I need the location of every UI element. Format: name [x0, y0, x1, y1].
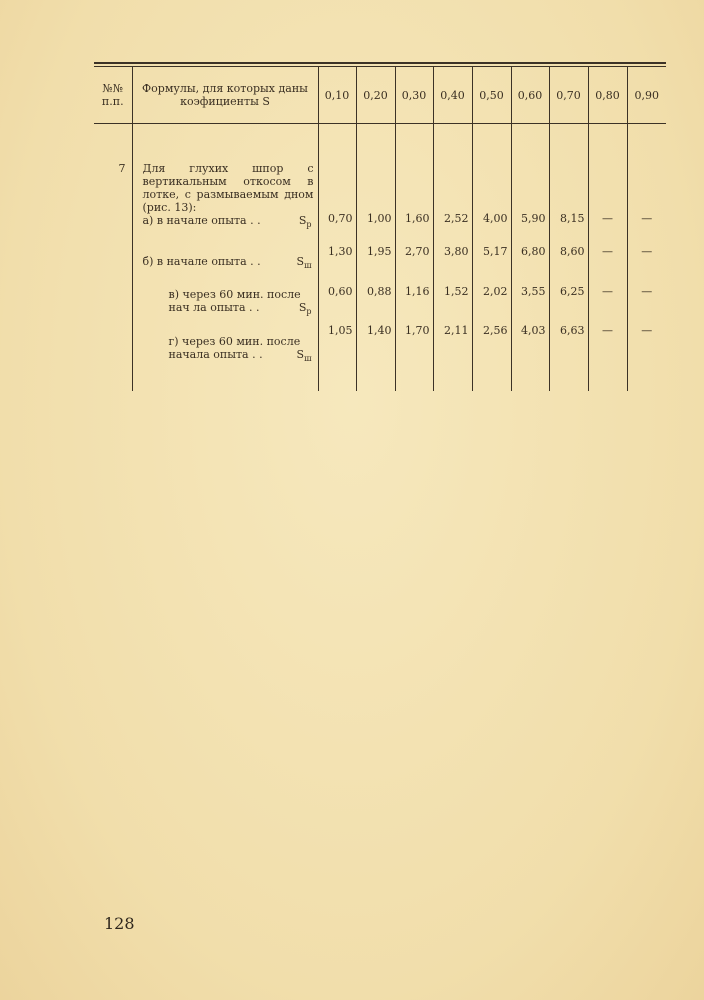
value-column: [549, 124, 588, 391]
table-cell-value: —: [602, 245, 613, 258]
table-cell-value: 2,56: [483, 324, 508, 337]
value-column: [318, 124, 356, 391]
table-cell-value: 0,70: [328, 212, 353, 225]
table-cell-value: —: [641, 285, 653, 298]
table-cell-value: 3,80: [444, 245, 469, 258]
table-cell-value: 5,17: [483, 245, 508, 258]
table-cell-value: 1,95: [367, 245, 392, 258]
value-column: [356, 124, 395, 391]
subrow-label: г) через 60 мин. после начала опыта . . $S_ш$: [168, 334, 312, 363]
header-value: 0,10: [318, 67, 356, 124]
table-cell-value: 5,90: [521, 212, 546, 225]
header-formula: Формулы, для которых даны коэфициенты S: [132, 67, 318, 124]
row-number: 7: [118, 162, 126, 175]
coefficients-table: [94, 62, 666, 391]
table-cell-value: 8,15: [560, 212, 585, 225]
header-value: 0,70: [549, 67, 588, 124]
table-cell-value: 1,30: [328, 245, 353, 258]
table-cell-value: —: [641, 212, 653, 225]
table-cell-value: 1,05: [328, 324, 353, 337]
table-cell-value: 6,80: [521, 245, 546, 258]
value-column: [588, 124, 627, 391]
table-cell-value: 2,70: [405, 245, 430, 258]
header-value: 0,20: [356, 67, 395, 124]
value-column: [511, 124, 549, 391]
table-cell-value: 2,02: [483, 285, 508, 298]
header-value: 0,80: [588, 67, 627, 124]
table-cell-value: —: [641, 324, 653, 337]
table-cell-value: 4,03: [521, 324, 546, 337]
table-cell-value: 1,70: [405, 324, 430, 337]
table-cell-value: 0,88: [367, 285, 392, 298]
table-cell-value: 2,52: [444, 212, 469, 225]
table-cell-value: 1,40: [367, 324, 392, 337]
value-column: [627, 124, 666, 391]
table-cell-value: 6,63: [560, 324, 585, 337]
table-cell-value: 0,60: [328, 285, 353, 298]
table-cell-value: 1,00: [367, 212, 392, 225]
subrow-label: в) через 60 мин. после нач ла опыта . . $S_р$: [168, 288, 312, 317]
table-cell-value: 2,11: [444, 324, 469, 337]
table-cell-value: 8,60: [560, 245, 585, 258]
table-cell-value: —: [602, 212, 613, 225]
row-intro: Для глухих шпор с вертикальным откосом в лотке, с размываемым дном (рис. 13):: [142, 162, 314, 214]
header-value: 0,60: [511, 67, 549, 124]
value-column: [395, 124, 433, 391]
table-cell-value: —: [602, 285, 613, 298]
table-cell-value: 3,55: [521, 285, 546, 298]
header-value: 0,30: [395, 67, 433, 124]
table-cell-value: 1,60: [405, 212, 430, 225]
header-value: 0,40: [433, 67, 472, 124]
table-cell-value: 1,16: [405, 285, 430, 298]
table-cell-value: 1,52: [444, 285, 469, 298]
table-cell-value: —: [602, 324, 613, 337]
top-rule: [94, 62, 666, 64]
header-value: 0,50: [472, 67, 511, 124]
table-row: [94, 124, 666, 391]
table-cell-value: 6,25: [560, 285, 585, 298]
page-number: 128: [104, 914, 135, 933]
header-number: №№ п.п.: [94, 67, 132, 124]
value-column: [433, 124, 472, 391]
table-cell-value: —: [641, 245, 653, 258]
data-table: [94, 67, 666, 391]
subrow-label: б) в начале опыта . . $S_ш$: [142, 255, 312, 271]
table-cell-value: 4,00: [483, 212, 508, 225]
value-column: [472, 124, 511, 391]
header-value: 0,90: [627, 67, 666, 124]
row-description: [132, 124, 318, 391]
table-header-row: [94, 67, 666, 124]
subrow-label: а) в начале опыта . . $S_р$: [142, 214, 312, 230]
